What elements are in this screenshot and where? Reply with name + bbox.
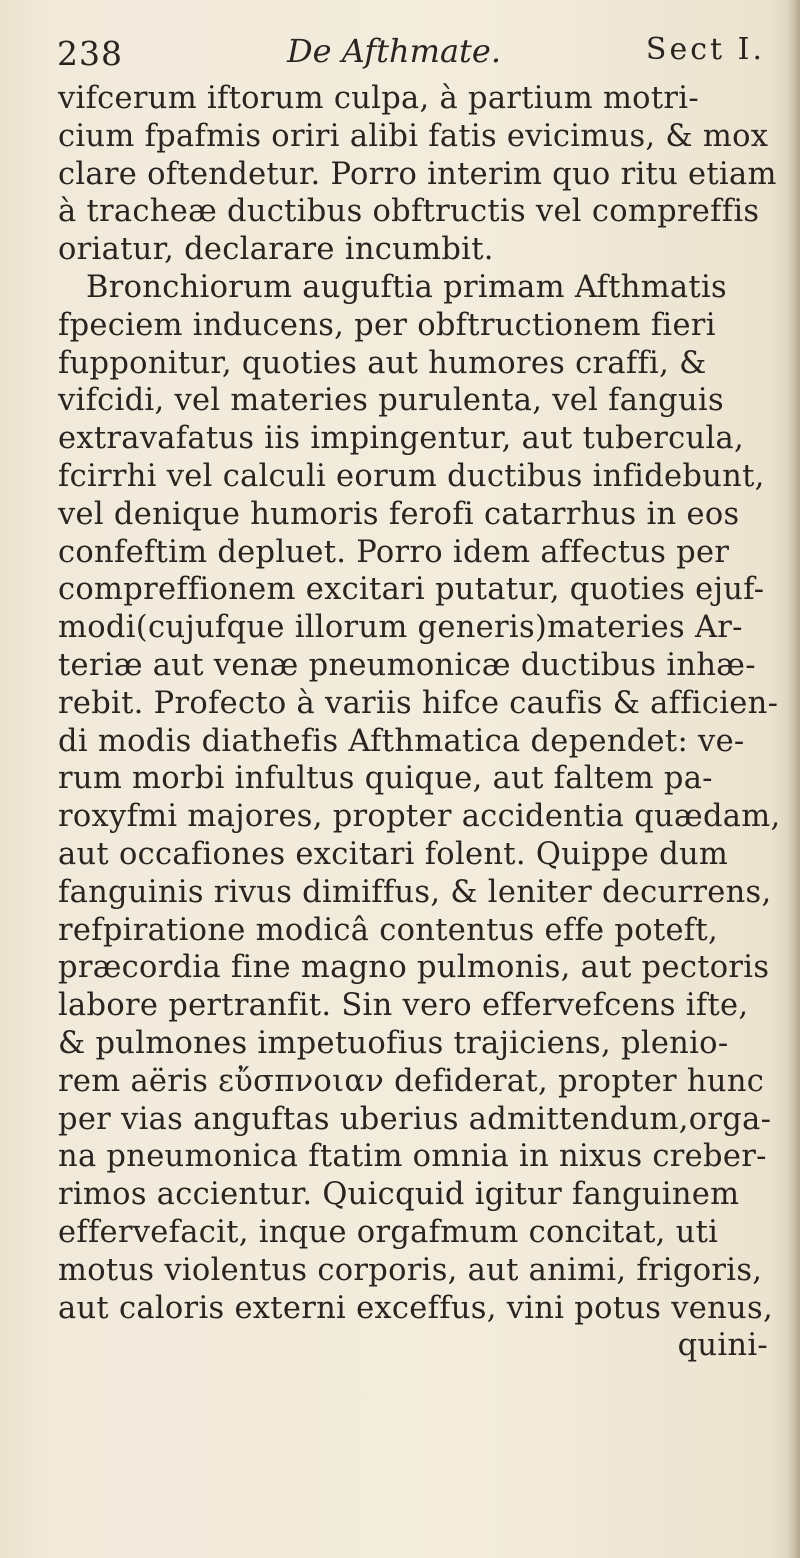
page-number: 238 [57, 34, 123, 73]
text-line: motus violentus corporis, aut animi, frigoris, [58, 1252, 763, 1288]
text-line: vifcidi, vel materies purulenta, vel fanguis [58, 383, 724, 419]
page-header [57, 28, 765, 72]
section-label: Sect I. [645, 32, 765, 67]
text-line: confeftim depluet. Porro idem affectus per [58, 534, 730, 570]
text-line: modi(cujufque illorum generis)materies Ar- [58, 610, 743, 646]
text-line: roxyfmi majores, propter accidentia quædam, [58, 799, 781, 835]
text-line: fpeciem inducens, per obftructionem fieri [58, 307, 716, 343]
catchword: quini- [677, 1328, 768, 1364]
text-line: na pneumonica ftatim omnia in nixus creber- [58, 1139, 767, 1175]
text-line: oriatur, declarare incumbit. [58, 232, 494, 268]
page-edge-shadow [786, 0, 800, 1558]
text-line: cium fpafmis oriri alibi fatis evicimus, & mox [58, 118, 769, 154]
text-line: per vias anguftas uberius admittendum,orga- [58, 1101, 772, 1137]
text-line: extravafatus iis impingentur, aut tubercula, [58, 421, 744, 457]
text-line: à tracheæ ductibus obftructis vel compreffis [58, 194, 760, 230]
text-line: rem aëris εὔσπνοιαν defiderat, propter hunc [58, 1063, 765, 1099]
running-title: De Afthmate. [287, 32, 502, 70]
text-line: rebit. Profecto à variis hifce caufis & afficien- [58, 685, 779, 721]
text-line: præcordia fine magno pulmonis, aut pectoris [58, 950, 770, 986]
text-line: labore pertranfit. Sin vero effervefcens ifte, [58, 988, 749, 1024]
text-line: aut occafiones excitari folent. Quippe dum [58, 836, 729, 872]
text-line: teriæ aut venæ pneumonicæ ductibus inhæ- [58, 647, 756, 683]
text-line: fcirrhi vel calculi eorum ductibus infidebunt, [58, 458, 765, 494]
text-line: effervefacit, inque orgafmum concitat, uti [58, 1214, 719, 1250]
text-line: refpiratione modicâ contentus effe poteft, [58, 912, 718, 948]
text-line: clare oftendetur. Porro interim quo ritu etiam [58, 156, 777, 192]
text-line: rum morbi infultus quique, aut faltem pa- [58, 761, 713, 797]
body-text [58, 80, 781, 1365]
paragraph-start-line: Bronchiorum auguftia primam Afthmatis [86, 269, 727, 305]
text-line: rimos accientur. Quicquid igitur fanguinem [58, 1177, 740, 1213]
text-line: vifcerum iftorum culpa, à partium motri- [58, 81, 699, 116]
text-line: di modis diathefis Afthmatica dependet: ve- [58, 723, 745, 759]
text-line: & pulmones impetuofius trajiciens, plenio- [58, 1025, 729, 1061]
text-line: compreffionem excitari putatur, quoties ejuf- [58, 572, 765, 608]
text-line: fupponitur, quoties aut humores craffi, & [58, 345, 707, 381]
text-line: aut caloris externi exceffus, vini potus venus, [58, 1290, 773, 1326]
text-line: vel denique humoris ferofi catarrhus in eos [58, 496, 740, 532]
text-line: fanguinis rivus dimiffus, & leniter decurrens, [58, 874, 772, 910]
